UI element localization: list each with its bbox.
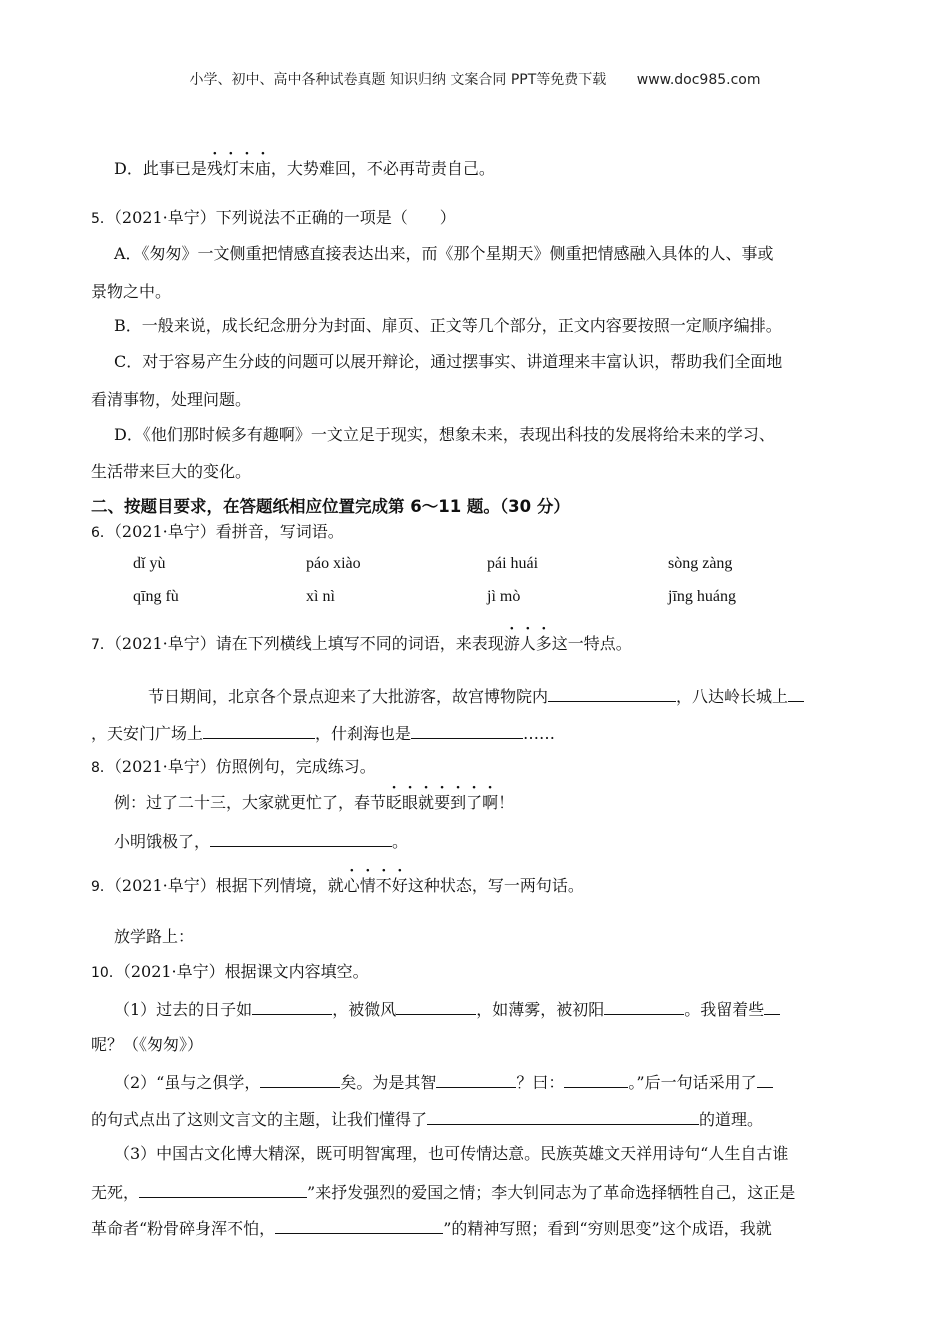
pinyin-item: jīng huáng [668,588,736,605]
q7-passage-line1 [148,684,804,708]
q5-option-a-line2: 景物之中。 [91,282,172,301]
emphasis-char: 好 [391,876,408,895]
q10-part2-line2 [91,1107,763,1131]
pinyin-item: dǐ yù [133,555,166,572]
fill-text: 的道理。 [699,1110,764,1129]
answer-blank[interactable] [757,1070,773,1088]
emphasis-char: 游 [503,634,520,653]
answer-blank[interactable] [604,997,684,1015]
header-text: 小学、初中、高中各种试卷真题 知识归纳 文案合同 PPT等免费下载 [189,72,607,88]
fill-text: 。”后一句话采用了 [628,1073,757,1092]
answer-blank[interactable] [260,1070,340,1088]
emphasis-char: 眼 [402,793,419,812]
fill-text: ”来抒发强烈的爱国之情；李大钊同志为了革命选择牺牲自己，这正是 [307,1183,796,1202]
question-number: 7． [91,637,114,653]
question-number: 8． [91,760,114,776]
q4-d-text-end: ，大势难回，不必再苛责自己。 [270,159,495,178]
emphasis-char: 情 [359,876,376,895]
fill-text: 无死， [91,1183,140,1202]
q7-stem [91,633,632,656]
q5-option-d-line2: 生活带来巨大的变化。 [91,462,252,481]
question-text: 下列说法不正确的一项是（ ） [215,208,456,227]
q6-stem [91,521,344,544]
question-number: 6． [91,525,114,541]
q5-option-d-line1: D．《他们那时候多有趣啊》一文立足于现实，想象未来，表现出科技的发展将给未来的学习、 [114,425,775,444]
question-number: 9． [91,879,114,895]
question-source: （2021·阜宁） [113,634,216,653]
passage-text: ，什刹海也是 [315,724,412,743]
question-number: 5． [91,211,114,227]
q8-task [114,829,408,853]
emphasis-char: 到 [450,793,467,812]
question-text: 看拼音，写词语。 [215,522,344,541]
q7-passage-line2 [91,721,555,745]
section-2-title: 二、按题目要求，在答题纸相应位置完成第 6～11 题。（30 分） [91,497,570,516]
example-text-end: ！ [498,793,515,812]
q5-option-c-line1: C．对于容易产生分歧的问题可以展开辩论，通过摆事实、讲道理来丰富认识，帮助我们全面地 [114,352,783,371]
emphasis-char: 人 [519,634,536,653]
pinyin-item: qīng fù [133,588,179,605]
question-text-end: 这一特点。 [551,634,632,653]
answer-blank[interactable] [396,997,476,1015]
question-source: （2021·阜宁） [113,522,216,541]
q4-option-d [114,158,495,180]
fill-text: 。我留着些 [684,1000,765,1019]
q9-stem [91,875,584,898]
passage-text: ，天安门广场上 [91,724,204,743]
passage-text: ，八达岭长城上 [676,687,789,706]
emphasis-char: 庙 [254,159,271,178]
q10-part1-line2: 呢？（《匆匆》） [91,1035,204,1054]
header-site: www.doc985.com [636,72,761,88]
emphasis-char: 啊 [482,793,499,812]
pinyin-item: pái huái [487,555,539,572]
fill-text: ”的精神写照；看到“穷则思变”这个成语，我就 [443,1219,772,1238]
emphasis-char: 就 [418,793,435,812]
answer-blank[interactable] [564,1070,628,1088]
answer-blank[interactable] [275,1216,443,1234]
fill-text: ，如薄雾，被初阳 [476,1000,605,1019]
example-text: 例：过了二十三，大家就更忙了，春节 [114,793,387,812]
emphasis-char: 灯 [222,159,239,178]
emphasis-char: 要 [434,793,451,812]
question-source: （2021·阜宁） [113,876,216,895]
q5-stem [91,207,456,230]
passage-text: …… [523,724,556,743]
answer-blank[interactable] [427,1107,699,1125]
pinyin-item: xì nì [306,588,335,605]
q9-scene: 放学路上： [114,927,195,946]
q4-d-text: D．此事已是 [114,159,207,178]
q5-option-a-line1: A．《匆匆》一文侧重把情感直接表达出来，而《那个星期天》侧重把情感融入具体的人、事或 [114,244,774,263]
fill-text: 革命者“粉骨碎身浑不怕， [91,1219,276,1238]
fill-text: ？曰： [516,1073,565,1092]
q10-part3-line2 [91,1180,795,1204]
pinyin-item: páo xiào [306,555,361,572]
q10-part3-line3 [91,1216,772,1240]
q5-option-b: B．一般来说，成长纪念册分为封面、扉页、正文等几个部分，正文内容要按照一定顺序编排。 [114,316,782,335]
page-header [0,69,950,89]
question-source: （2021·阜宁） [113,757,216,776]
fill-text: ，被微风 [332,1000,397,1019]
passage-text: 节日期间，北京各个景点迎来了大批游客，故宫博物院内 [148,687,549,706]
answer-blank[interactable] [764,997,780,1015]
emphasis-char: 心 [343,876,360,895]
pinyin-item: sòng zàng [668,555,733,572]
q10-part1-line1 [114,997,780,1021]
emphasis-char: 了 [466,793,483,812]
q10-part3-line1: （3）中国古文化博大精深，既可明智寓理，也可传情达意。民族英雄文天祥用诗句“人生自古谁 [114,1144,789,1163]
fill-text: 矣。为是其智 [340,1073,437,1092]
answer-blank[interactable] [548,684,676,702]
pinyin-item: jì mò [487,588,521,605]
question-text: 仿照例句，完成练习。 [215,757,376,776]
question-source: （2021·阜宁） [122,962,225,981]
q10-stem [91,961,369,984]
answer-blank[interactable] [139,1180,307,1198]
question-source: （2021·阜宁） [113,208,216,227]
answer-blank[interactable] [436,1070,516,1088]
fill-text: （2）“虽与之俱学， [114,1073,261,1092]
question-text: 根据下列情境，就 [215,876,344,895]
emphasis-char: 不 [375,876,392,895]
fill-text: 的句式点出了这则文言文的主题，让我们懂得了 [91,1110,428,1129]
q10-part2-line1 [114,1070,773,1094]
answer-blank[interactable] [203,721,315,739]
answer-blank[interactable] [788,684,804,702]
question-text: 请在下列横线上填写不同的词语，来表现 [215,634,504,653]
question-text: 根据课文内容填空。 [224,962,369,981]
emphasis-char: 末 [238,159,255,178]
q8-example [114,792,514,814]
emphasis-char: 眨 [386,793,403,812]
fill-text: （1）过去的日子如 [114,1000,253,1019]
emphasis-char: 多 [535,634,552,653]
q8-stem [91,756,376,779]
q5-option-c-line2: 看清事物，处理问题。 [91,390,252,409]
task-text-end: 。 [392,832,409,851]
emphasis-char: 残 [206,159,223,178]
task-text: 小明饿极了， [114,832,211,851]
answer-blank[interactable] [252,997,332,1015]
answer-blank[interactable] [210,829,392,847]
question-number: 10． [91,965,123,981]
question-text-end: 这种状态，写一两句话。 [407,876,584,895]
answer-blank[interactable] [411,721,523,739]
